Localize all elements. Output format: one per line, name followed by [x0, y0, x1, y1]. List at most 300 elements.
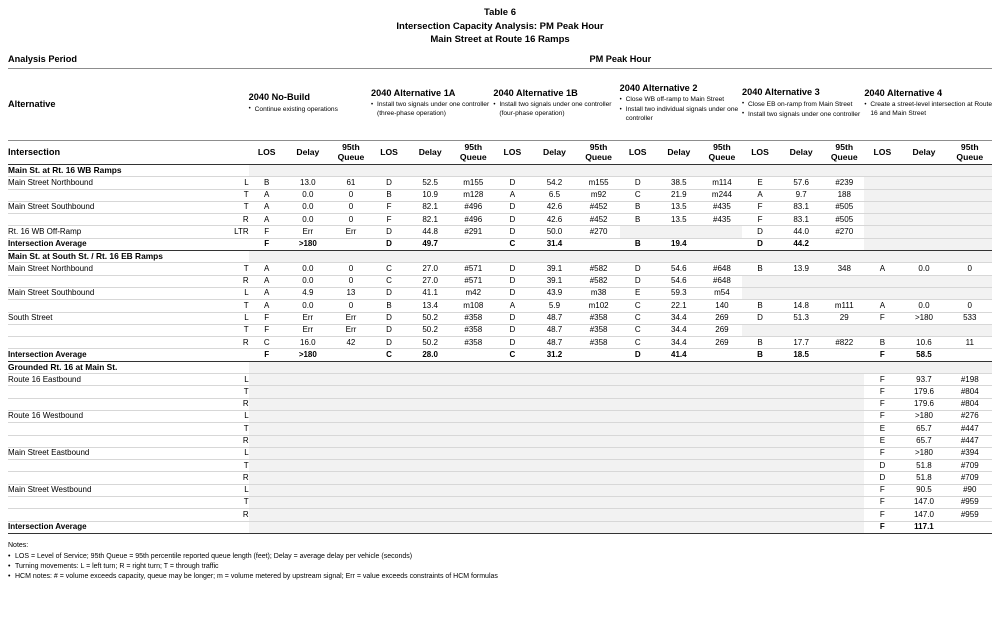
movement-code-s1-r5: T	[243, 325, 249, 335]
approach-name-s2-r3: Route 16 Westbound	[8, 411, 84, 421]
cell-los-s2-r0-a0	[249, 374, 285, 386]
section-spacer-delay-0-2	[531, 165, 577, 177]
note-item-2: • HCM notes: # = volume exceeds capacity, queue may be longer; m = volume metered by upstream signal; Err = value exceeds constraints of HCM formulas	[8, 572, 992, 582]
cell-queue-s0-r0-a5	[948, 177, 992, 189]
cell-delay-s2-r10-a3	[656, 497, 702, 509]
cell-los-s1-r3-a2: A	[509, 300, 516, 310]
movement-code-s2-r5: R	[242, 435, 249, 445]
alternative-header-0	[249, 69, 371, 141]
cell-los-s2-r11-a2	[493, 509, 531, 521]
cell-queue-s0-r1-a1: m128	[463, 190, 484, 200]
cell-delay-s0-r2-a2: 42.6	[546, 202, 563, 212]
cell-queue-s1-r6-a5: 11	[965, 337, 974, 347]
approach-name-s2-r8	[8, 472, 221, 484]
alternative-bullets-3	[620, 96, 742, 124]
cell-queue-s2-r2-a1	[453, 398, 493, 410]
note-item-0: • LOS = Level of Service; 95th Queue = 95th percentile reported queue length (feet); Delay = average delay per vehicle (seconds)	[8, 552, 992, 562]
avg-queue-s1-r0-a0	[331, 349, 371, 361]
cell-queue-s2-r7-a4	[824, 460, 864, 472]
cell-queue-s0-r1-a5	[948, 189, 992, 201]
cell-queue-s2-r9-a4	[824, 484, 864, 496]
cell-queue-s2-r0-a3	[702, 374, 742, 386]
cell-los-s0-r2-a1: F	[386, 202, 392, 212]
cell-queue-s1-r3-a0: 0	[348, 300, 354, 310]
cell-delay-s0-r4-a2: 50.0	[546, 226, 563, 236]
cell-queue-s2-r1-a2	[578, 386, 620, 398]
cell-delay-s2-r1-a4	[778, 386, 824, 398]
cell-los-s0-r4-a4: D	[757, 226, 763, 236]
cell-queue-s1-r2-a4	[824, 287, 864, 299]
cell-los-s1-r6-a1: D	[386, 337, 392, 347]
section-spacer-los-1-3	[620, 251, 656, 263]
cell-delay-s2-r11-a3	[656, 509, 702, 521]
approach-name-s0-r0: Main Street Northbound	[8, 177, 93, 187]
cell-queue-s1-r6-a4: #822	[835, 337, 854, 347]
cell-queue-s0-r1-a4: 188	[837, 190, 851, 200]
section-spacer-delay-2-3	[656, 361, 702, 373]
cell-delay-s1-r1-a3: 54.6	[671, 276, 687, 286]
cell-los-s1-r4-a2: D	[509, 313, 516, 323]
alternative-2-bullet-0: • Install two signals under one controller (four-phase operation)	[493, 101, 619, 119]
col-header-queue-line1-0: 95th	[342, 142, 360, 153]
cell-los-s2-r7-a4	[742, 460, 778, 472]
section-spacer-delay-0-3	[656, 165, 702, 177]
cell-queue-s0-r1-a3: m244	[711, 190, 732, 200]
cell-los-s0-r3-a0: A	[264, 214, 270, 224]
alternative-header-2	[493, 69, 619, 141]
cell-delay-s1-r6-a5: 10.6	[916, 337, 932, 347]
cell-delay-s1-r4-a0: Err	[302, 313, 314, 323]
cell-los-s2-r3-a1	[371, 410, 407, 422]
cell-los-s1-r2-a5	[864, 287, 900, 299]
cell-los-s2-r7-a3	[620, 460, 656, 472]
approach-name-s0-r4: Rt. 16 WB Off-Ramp	[8, 226, 82, 236]
cell-queue-s1-r0-a1: #571	[464, 263, 483, 273]
cell-los-s2-r0-a5: F	[879, 374, 885, 384]
cell-queue-s0-r3-a0: 0	[348, 214, 354, 224]
cell-los-s1-r1-a2: D	[509, 276, 516, 286]
avg-delay-s2-r0-a4	[778, 521, 824, 533]
cell-queue-s1-r1-a1: #571	[464, 276, 483, 286]
cell-los-s2-r10-a2	[493, 497, 531, 509]
cell-delay-s2-r11-a2	[531, 509, 577, 521]
cell-los-s1-r2-a3: E	[635, 288, 641, 298]
cell-delay-s2-r11-a1	[407, 509, 453, 521]
table-row	[8, 287, 992, 299]
cell-delay-s2-r9-a2	[531, 484, 577, 496]
cell-los-s2-r2-a3	[620, 398, 656, 410]
cell-delay-s0-r0-a2: 54.2	[546, 177, 563, 187]
note-item-1: • Turning movements: L = left turn; R = right turn; T = through traffic	[8, 562, 992, 572]
section-spacer-queue-0-4	[824, 165, 864, 177]
cell-los-s2-r9-a5: F	[879, 485, 885, 495]
table-row	[8, 189, 992, 201]
cell-los-s2-r6-a5: F	[879, 448, 885, 458]
table-row	[8, 484, 992, 496]
intersection-average-label-2: Intersection Average	[8, 522, 87, 532]
cell-delay-s1-r0-a3: 54.6	[671, 263, 687, 273]
cell-queue-s0-r2-a3: #435	[713, 202, 731, 212]
cell-delay-s2-r5-a3	[656, 435, 702, 447]
cell-delay-s2-r2-a1	[407, 398, 453, 410]
section-spacer-queue-1-2	[578, 251, 620, 263]
avg-delay-s0-r0-a0: >180	[298, 239, 317, 249]
cell-queue-s0-r2-a2: #452	[589, 202, 608, 212]
cell-los-s2-r1-a4	[742, 386, 778, 398]
cell-queue-s1-r4-a3: 269	[715, 313, 729, 323]
cell-los-s1-r1-a4	[742, 275, 778, 287]
cell-queue-s2-r10-a3	[702, 497, 742, 509]
cell-queue-s2-r6-a3	[702, 447, 742, 459]
section-spacer-los-0-3	[620, 165, 656, 177]
cell-queue-s2-r11-a0	[331, 509, 371, 521]
col-header-los-4: LOS	[751, 146, 769, 157]
cell-queue-s2-r6-a5: #394	[960, 448, 979, 458]
cell-los-s1-r2-a1: D	[386, 288, 392, 298]
cell-los-s0-r0-a0: B	[264, 177, 270, 187]
section-spacer-los-1-0	[249, 251, 285, 263]
cell-delay-s1-r2-a0: 4.9	[302, 288, 314, 298]
cell-delay-s2-r5-a2	[531, 435, 577, 447]
col-header-queue-line1-1: 95th	[464, 142, 483, 153]
cell-queue-s0-r4-a4: #270	[835, 226, 854, 236]
cell-queue-s1-r1-a0: 0	[348, 276, 354, 286]
cell-delay-s2-r0-a1	[407, 374, 453, 386]
cell-los-s2-r4-a3	[620, 423, 656, 435]
avg-delay-s1-r0-a0: >180	[298, 349, 317, 359]
cell-los-s0-r0-a2: D	[509, 177, 516, 187]
cell-delay-s2-r2-a2	[531, 398, 577, 410]
movement-code-s2-r7: T	[243, 460, 249, 470]
col-header-queue-line2-3: Queue	[708, 151, 736, 162]
cell-delay-s2-r8-a1	[407, 472, 453, 484]
cell-queue-s1-r6-a2: #358	[589, 337, 608, 347]
movement-code-s2-r9: L	[244, 485, 249, 495]
col-header-delay-2: Delay	[543, 146, 566, 157]
cell-queue-s0-r1-a2: m92	[590, 190, 607, 200]
cell-los-s0-r4-a0: F	[264, 226, 270, 236]
movement-code-s1-r0: T	[243, 263, 249, 273]
avg-queue-s0-r0-a4	[824, 238, 864, 250]
approach-name-s2-r6: Main Street Eastbound	[8, 448, 90, 458]
table-row	[8, 201, 992, 213]
cell-los-s2-r4-a4	[742, 423, 778, 435]
alternative-4-bullet-1: • Install two signals under one controller	[742, 111, 864, 120]
col-header-queue-line2-2: Queue	[585, 151, 612, 162]
cell-queue-s2-r11-a1	[453, 509, 493, 521]
cell-los-s1-r3-a3: C	[634, 300, 641, 310]
cell-queue-s0-r0-a2: m155	[588, 177, 609, 187]
table-row	[8, 275, 992, 287]
cell-queue-s2-r1-a0	[331, 386, 371, 398]
cell-los-s2-r0-a1	[371, 374, 407, 386]
avg-los-s2-r0-a5: F	[879, 522, 885, 532]
col-header-los-1: LOS	[380, 146, 398, 157]
cell-los-s1-r0-a0: A	[264, 263, 270, 273]
cell-queue-s1-r2-a1: m42	[465, 288, 482, 298]
cell-delay-s2-r9-a1	[407, 484, 453, 496]
cell-los-s2-r6-a2	[493, 447, 531, 459]
cell-delay-s2-r8-a5: 51.8	[916, 472, 932, 482]
avg-los-s1-r0-a0: F	[264, 349, 270, 359]
cell-queue-s1-r2-a3: m54	[714, 288, 730, 298]
cell-delay-s1-r3-a1: 13.4	[422, 300, 438, 310]
section-heading-1: Main St. at South St. / Rt. 16 EB Ramps	[8, 251, 163, 262]
avg-queue-s2-r0-a0	[331, 521, 371, 533]
cell-los-s0-r0-a1: D	[386, 177, 392, 187]
cell-delay-s2-r5-a4	[778, 435, 824, 447]
cell-delay-s1-r6-a3: 34.4	[671, 337, 687, 347]
cell-los-s2-r9-a3	[620, 484, 656, 496]
cell-delay-s1-r3-a0: 0.0	[302, 300, 314, 310]
cell-los-s1-r0-a2: D	[509, 263, 516, 273]
movement-code-s1-r4: L	[244, 313, 249, 323]
cell-los-s2-r7-a5: D	[879, 460, 886, 470]
col-header-los-5: LOS	[873, 146, 892, 157]
cell-los-s0-r1-a2: A	[509, 190, 516, 200]
alternative-0-bullet-0: • Continue existing operations	[249, 106, 371, 115]
section-spacer-delay-1-4	[778, 251, 824, 263]
cell-queue-s0-r4-a1: #291	[464, 226, 483, 236]
cell-delay-s0-r4-a0: Err	[302, 226, 314, 236]
cell-queue-s1-r4-a4: 29	[839, 313, 849, 323]
cell-queue-s2-r11-a3	[702, 509, 742, 521]
cell-los-s2-r3-a5: F	[879, 411, 885, 421]
cell-queue-s2-r3-a2	[578, 410, 620, 422]
cell-delay-s2-r2-a0	[285, 398, 331, 410]
cell-los-s1-r6-a5: B	[879, 337, 886, 347]
movement-code-s0-r3: R	[242, 214, 249, 224]
section-spacer-queue-2-2	[578, 361, 620, 373]
section-spacer-queue-0-3	[702, 165, 742, 177]
movement-code-s1-r1: R	[242, 276, 249, 286]
cell-los-s2-r5-a3	[620, 435, 656, 447]
cell-queue-s1-r4-a1: #358	[464, 313, 483, 323]
cell-delay-s1-r5-a1: 50.2	[422, 325, 438, 335]
cell-queue-s2-r0-a0	[331, 374, 371, 386]
alternative-name-0: 2040 No-Build	[248, 92, 310, 103]
avg-delay-s1-r0-a5: 58.5	[916, 349, 932, 359]
cell-los-s2-r6-a4	[742, 447, 778, 459]
cell-queue-s2-r10-a1	[453, 497, 493, 509]
avg-delay-s0-r0-a1: 49.7	[422, 239, 438, 249]
cell-delay-s1-r2-a2: 43.9	[546, 288, 563, 298]
col-header-delay-1: Delay	[418, 146, 442, 157]
alternative-bullets-4	[742, 101, 864, 120]
cell-queue-s0-r3-a4: #505	[835, 214, 854, 224]
col-header-queue-2	[578, 141, 620, 165]
intersection-average-row	[8, 349, 992, 361]
cell-delay-s2-r6-a3	[656, 447, 702, 459]
cell-los-s2-r7-a1	[371, 460, 407, 472]
section-spacer-delay-2-0	[285, 361, 331, 373]
cell-delay-s1-r6-a2: 48.7	[546, 337, 563, 347]
cell-los-s2-r1-a0	[249, 386, 285, 398]
cell-queue-s2-r8-a5: #709	[960, 472, 979, 482]
cell-delay-s1-r4-a3: 34.4	[671, 313, 687, 323]
section-spacer-los-2-2	[493, 361, 531, 373]
approach-name-s1-r4: South Street	[8, 313, 53, 323]
section-spacer-queue-2-5	[948, 361, 992, 373]
column-header-row	[8, 141, 992, 165]
section-spacer-delay-0-5	[900, 165, 947, 177]
cell-queue-s2-r5-a4	[824, 435, 864, 447]
cell-delay-s2-r5-a5: 65.7	[916, 435, 932, 445]
cell-los-s0-r3-a5	[864, 214, 900, 226]
section-spacer-delay-0-4	[778, 165, 824, 177]
cell-queue-s2-r9-a3	[702, 484, 742, 496]
cell-delay-s2-r10-a0	[285, 497, 331, 509]
cell-los-s1-r1-a5	[864, 275, 900, 287]
section-spacer-los-0-2	[493, 165, 531, 177]
approach-name-s2-r7	[8, 460, 221, 472]
cell-delay-s0-r1-a3: 21.9	[671, 190, 687, 200]
cell-delay-s2-r10-a4	[778, 497, 824, 509]
cell-los-s2-r0-a4	[742, 374, 778, 386]
cell-los-s2-r5-a5: E	[879, 435, 886, 445]
movement-code-s0-r0: L	[244, 177, 249, 187]
cell-queue-s2-r4-a4	[824, 423, 864, 435]
cell-los-s1-r5-a3: C	[634, 325, 641, 335]
analysis-period-row	[8, 52, 992, 69]
cell-queue-s2-r5-a1	[453, 435, 493, 447]
cell-queue-s2-r10-a5: #959	[960, 497, 979, 507]
cell-los-s2-r4-a0	[249, 423, 285, 435]
avg-delay-s0-r0-a4: 44.2	[793, 239, 809, 249]
cell-los-s2-r2-a5: F	[879, 399, 885, 409]
cell-queue-s1-r1-a2: #582	[589, 276, 608, 286]
cell-los-s2-r6-a1	[371, 447, 407, 459]
cell-queue-s2-r10-a0	[331, 497, 371, 509]
cell-queue-s1-r3-a5: 0	[967, 300, 972, 310]
col-header-queue-line2-0: Queue	[337, 151, 365, 162]
table-row	[8, 263, 992, 275]
cell-delay-s2-r7-a5: 51.8	[916, 460, 932, 470]
cell-delay-s2-r9-a5: 90.5	[916, 485, 932, 495]
avg-delay-s0-r0-a2: 31.4	[546, 239, 563, 249]
cell-delay-s0-r1-a5	[900, 189, 947, 201]
cell-los-s1-r3-a4: B	[757, 300, 763, 310]
cell-los-s2-r5-a1	[371, 435, 407, 447]
col-header-queue-5	[948, 141, 992, 165]
cell-los-s1-r5-a2: D	[509, 325, 516, 335]
cell-queue-s0-r3-a2: #452	[589, 214, 608, 224]
cell-los-s2-r3-a2	[493, 410, 531, 422]
cell-queue-s1-r5-a4	[824, 324, 864, 336]
avg-los-s2-r0-a4	[742, 521, 778, 533]
avg-los-s2-r0-a0	[249, 521, 285, 533]
cell-delay-s2-r3-a5: >180	[914, 411, 933, 421]
cell-los-s2-r1-a2	[493, 386, 531, 398]
avg-delay-s1-r0-a4: 18.5	[793, 349, 809, 359]
cell-queue-s2-r2-a4	[824, 398, 864, 410]
cell-queue-s0-r0-a1: m155	[463, 177, 484, 187]
avg-los-s0-r0-a2: C	[509, 239, 516, 249]
alternative-name-1: 2040 Alternative 1A	[371, 87, 456, 98]
cell-delay-s0-r0-a1: 52.5	[422, 177, 438, 187]
cell-delay-s2-r6-a2	[531, 447, 577, 459]
section-spacer-los-2-3	[620, 361, 656, 373]
cell-queue-s1-r3-a2: m102	[588, 300, 609, 310]
cell-queue-s2-r1-a4	[824, 386, 864, 398]
cell-delay-s2-r10-a5: 147.0	[913, 497, 934, 507]
section-spacer-los-2-5	[864, 361, 900, 373]
avg-queue-s0-r0-a0	[331, 238, 371, 250]
cell-los-s2-r9-a1	[371, 484, 407, 496]
cell-queue-s2-r0-a5: #198	[960, 374, 979, 384]
cell-queue-s1-r6-a1: #358	[464, 337, 483, 347]
cell-queue-s2-r4-a2	[578, 423, 620, 435]
avg-queue-s1-r0-a1	[453, 349, 493, 361]
cell-delay-s2-r1-a3	[656, 386, 702, 398]
cell-delay-s1-r5-a3: 34.4	[671, 325, 687, 335]
col-header-queue-line1-2: 95th	[589, 142, 608, 153]
cell-queue-s1-r0-a4: 348	[837, 263, 851, 273]
cell-queue-s2-r5-a3	[702, 435, 742, 447]
col-header-queue-line2-4: Queue	[830, 151, 858, 162]
avg-delay-s1-r0-a1: 28.0	[422, 349, 438, 359]
alternative-name-2: 2040 Alternative 1B	[493, 87, 578, 98]
movement-code-s0-r1: T	[243, 190, 249, 200]
cell-delay-s2-r5-a1	[407, 435, 453, 447]
alternative-3-bullet-0: • Close WB off-ramp to Main Street	[620, 96, 742, 105]
cell-queue-s2-r0-a2	[578, 374, 620, 386]
cell-delay-s2-r6-a0	[285, 447, 331, 459]
cell-los-s1-r6-a0: C	[263, 337, 270, 347]
table-number: Table 6	[483, 7, 517, 18]
movement-code-s1-r2: L	[244, 288, 249, 298]
cell-delay-s2-r3-a2	[531, 410, 577, 422]
cell-los-s2-r10-a5: F	[879, 497, 885, 507]
analysis-period-label: Analysis Period	[8, 53, 77, 64]
cell-delay-s2-r6-a4	[778, 447, 824, 459]
cell-queue-s0-r2-a1: #496	[464, 202, 483, 212]
cell-queue-s1-r0-a3: #648	[713, 263, 731, 273]
movement-code-s2-r1: T	[243, 386, 249, 396]
notes-heading: Notes:	[8, 541, 29, 549]
section-spacer-delay-2-2	[531, 361, 577, 373]
cell-los-s2-r2-a1	[371, 398, 407, 410]
approach-name-s2-r5	[8, 435, 221, 447]
section-spacer-delay-1-0	[285, 251, 331, 263]
cell-los-s2-r0-a3	[620, 374, 656, 386]
table-row	[8, 423, 992, 435]
cell-los-s2-r4-a2	[493, 423, 531, 435]
cell-delay-s1-r1-a2: 39.1	[546, 276, 563, 286]
cell-delay-s0-r2-a0: 0.0	[302, 202, 314, 212]
avg-los-s0-r0-a3: B	[634, 239, 641, 249]
movement-code-s0-r4: LTR	[234, 226, 249, 236]
avg-queue-s2-r0-a1	[453, 521, 493, 533]
cell-delay-s0-r4-a4: 44.0	[793, 226, 809, 236]
cell-queue-s2-r8-a4	[824, 472, 864, 484]
cell-delay-s0-r3-a0: 0.0	[302, 214, 314, 224]
section-spacer-queue-0-1	[453, 165, 493, 177]
section-spacer-delay-1-5	[900, 251, 947, 263]
cell-queue-s2-r8-a1	[453, 472, 493, 484]
avg-los-s1-r0-a4: B	[757, 349, 763, 359]
cell-los-s2-r0-a2	[493, 374, 531, 386]
col-header-los-0: LOS	[257, 146, 276, 157]
cell-delay-s1-r0-a4: 13.9	[793, 263, 809, 273]
section-spacer-los-0-1	[371, 165, 407, 177]
avg-los-s2-r0-a1	[371, 521, 407, 533]
table-row	[8, 497, 992, 509]
cell-los-s0-r3-a2: D	[509, 214, 516, 224]
cell-queue-s1-r5-a5	[948, 324, 992, 336]
approach-name-s2-r0: Route 16 Eastbound	[8, 374, 81, 384]
section-header-row	[8, 251, 992, 263]
